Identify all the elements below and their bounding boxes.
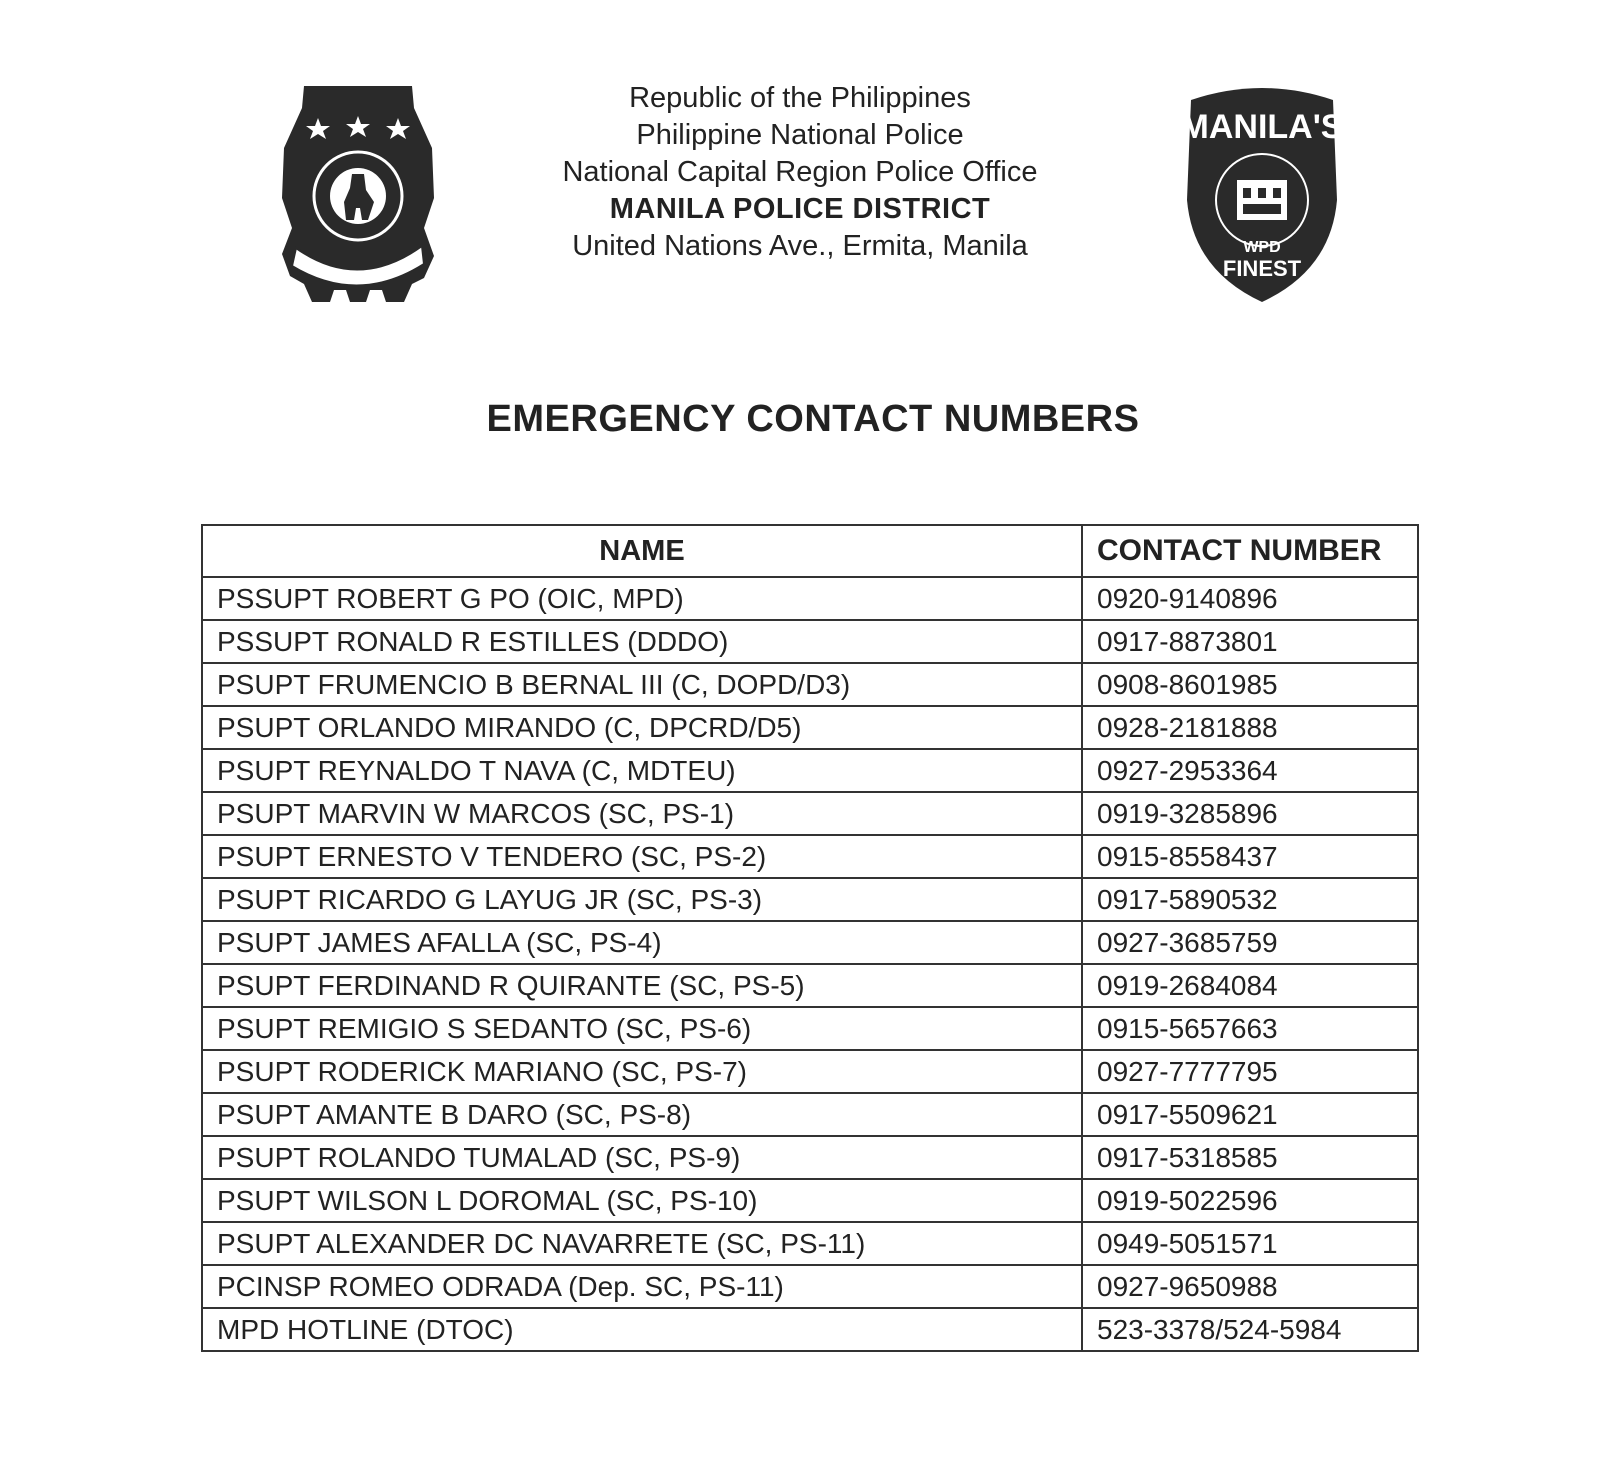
contact-number: 0927-9650988 bbox=[1082, 1265, 1418, 1308]
table-row bbox=[202, 706, 1418, 749]
letterhead bbox=[540, 80, 1060, 265]
header-line-ncrpo: National Capital Region Police Office bbox=[562, 156, 1038, 188]
contact-name: PSUPT REYNALDO T NAVA (C, MDTEU) bbox=[202, 749, 1082, 792]
table-row bbox=[202, 1093, 1418, 1136]
table-row bbox=[202, 835, 1418, 878]
table-row bbox=[202, 620, 1418, 663]
contact-name: PSUPT ORLANDO MIRANDO (C, DPCRD/D5) bbox=[202, 706, 1082, 749]
contact-number: 0917-5318585 bbox=[1082, 1136, 1418, 1179]
contact-name: PSSUPT ROBERT G PO (OIC, MPD) bbox=[202, 577, 1082, 620]
contact-number: 0928-2181888 bbox=[1082, 706, 1418, 749]
contact-name: PSUPT FRUMENCIO B BERNAL III (C, DOPD/D3) bbox=[202, 663, 1082, 706]
table-row bbox=[202, 1179, 1418, 1222]
table-row bbox=[202, 577, 1418, 620]
contact-number: 0919-3285896 bbox=[1082, 792, 1418, 835]
table-row bbox=[202, 1007, 1418, 1050]
pnp-seal-logo bbox=[274, 78, 442, 306]
header-address: United Nations Ave., Ermita, Manila bbox=[572, 230, 1028, 262]
header-line-pnp: Philippine National Police bbox=[636, 119, 964, 151]
table-header-row bbox=[202, 525, 1418, 577]
contact-number: 0915-8558437 bbox=[1082, 835, 1418, 878]
table-row bbox=[202, 1136, 1418, 1179]
column-header-name: NAME bbox=[202, 525, 1082, 577]
contact-number: 0949-5051571 bbox=[1082, 1222, 1418, 1265]
contact-name: PSUPT RICARDO G LAYUG JR (SC, PS-3) bbox=[202, 878, 1082, 921]
emergency-contacts-table bbox=[201, 524, 1419, 1352]
contact-number: 0919-2684084 bbox=[1082, 964, 1418, 1007]
contact-name: PSUPT ALEXANDER DC NAVARRETE (SC, PS-11) bbox=[202, 1222, 1082, 1265]
contact-name: PSUPT ROLANDO TUMALAD (SC, PS-9) bbox=[202, 1136, 1082, 1179]
contact-name: PSUPT ERNESTO V TENDERO (SC, PS-2) bbox=[202, 835, 1082, 878]
table-row bbox=[202, 663, 1418, 706]
contact-name: PSUPT FERDINAND R QUIRANTE (SC, PS-5) bbox=[202, 964, 1082, 1007]
table-row bbox=[202, 878, 1418, 921]
mpd-shield-logo bbox=[1181, 80, 1343, 306]
header-district: MANILA POLICE DISTRICT bbox=[609, 193, 991, 225]
contact-number: 0920-9140896 bbox=[1082, 577, 1418, 620]
table-row bbox=[202, 1308, 1418, 1351]
contact-name: PSUPT JAMES AFALLA (SC, PS-4) bbox=[202, 921, 1082, 964]
mpd-logo-bottom-text: FINEST bbox=[1222, 256, 1302, 281]
contact-number: 0908-8601985 bbox=[1082, 663, 1418, 706]
contact-number: 0917-5509621 bbox=[1082, 1093, 1418, 1136]
table-row bbox=[202, 964, 1418, 1007]
table-row bbox=[202, 792, 1418, 835]
contact-name: PCINSP ROMEO ODRADA (Dep. SC, PS-11) bbox=[202, 1265, 1082, 1308]
contact-number: 0927-2953364 bbox=[1082, 749, 1418, 792]
table-row bbox=[202, 1050, 1418, 1093]
contact-number: 0919-5022596 bbox=[1082, 1179, 1418, 1222]
table-row bbox=[202, 749, 1418, 792]
column-header-contact: CONTACT NUMBER bbox=[1082, 525, 1418, 577]
mpd-logo-mid-text: WPD bbox=[1243, 239, 1281, 256]
contact-number: 0917-5890532 bbox=[1082, 878, 1418, 921]
contact-name: PSUPT AMANTE B DARO (SC, PS-8) bbox=[202, 1093, 1082, 1136]
table-row bbox=[202, 1265, 1418, 1308]
contact-number: 0915-5657663 bbox=[1082, 1007, 1418, 1050]
contact-name: MPD HOTLINE (DTOC) bbox=[202, 1308, 1082, 1351]
mpd-logo-top-text: MANILA'S bbox=[1181, 108, 1343, 146]
contact-number: 523-3378/524-5984 bbox=[1082, 1308, 1418, 1351]
contact-name: PSUPT REMIGIO S SEDANTO (SC, PS-6) bbox=[202, 1007, 1082, 1050]
contact-name: PSSUPT RONALD R ESTILLES (DDDO) bbox=[202, 620, 1082, 663]
contact-name: PSUPT WILSON L DOROMAL (SC, PS-10) bbox=[202, 1179, 1082, 1222]
header-line-republic: Republic of the Philippines bbox=[629, 82, 971, 114]
contact-name: PSUPT RODERICK MARIANO (SC, PS-7) bbox=[202, 1050, 1082, 1093]
contact-number: 0927-3685759 bbox=[1082, 921, 1418, 964]
document-title: EMERGENCY CONTACT NUMBERS bbox=[486, 398, 1140, 440]
contact-number: 0927-7777795 bbox=[1082, 1050, 1418, 1093]
table-row bbox=[202, 921, 1418, 964]
table-row bbox=[202, 1222, 1418, 1265]
contact-name: PSUPT MARVIN W MARCOS (SC, PS-1) bbox=[202, 792, 1082, 835]
contact-number: 0917-8873801 bbox=[1082, 620, 1418, 663]
